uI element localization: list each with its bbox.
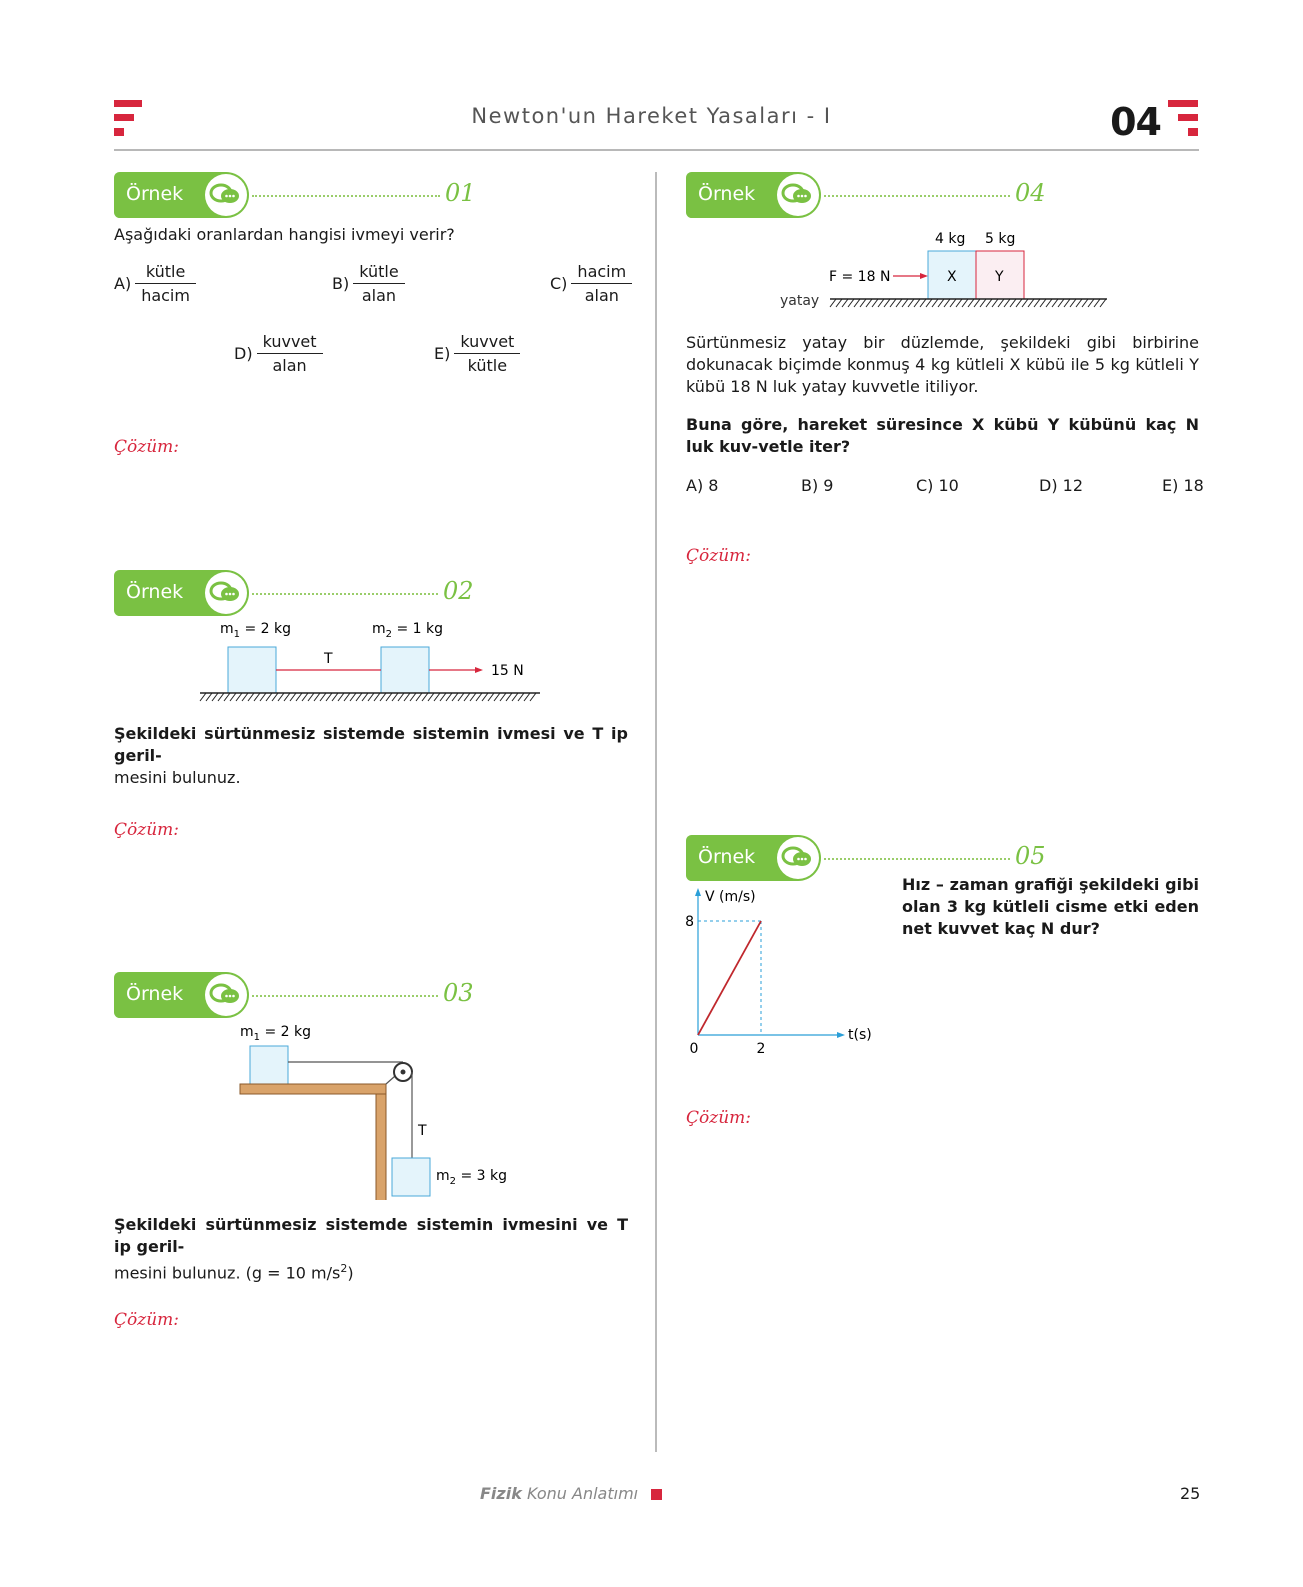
problem-text: Sürtünmesiz yatay bir düzlemde, şekildeki gibi birbirine dokunacak biçimde konmuş 4 kg kütleli X kübü ile 5 kg kütleli Y kübü 18 N luk yatay kuvvetle itiliyor. <box>686 333 1199 396</box>
chat-bubbles-icon <box>205 572 247 614</box>
block-m2 <box>392 1158 430 1196</box>
dotted-leader <box>824 195 1010 197</box>
arrow-head-icon <box>475 667 483 673</box>
y-tick-label: 8 <box>685 914 694 930</box>
dotted-leader <box>252 593 438 595</box>
badge-label: Örnek <box>698 846 756 868</box>
y-axis-label: V (m/s) <box>705 889 756 905</box>
option-d <box>234 332 323 375</box>
numerator: hacim <box>571 262 632 284</box>
option-a: A) 8 <box>686 476 719 495</box>
chat-bubbles-icon <box>205 174 247 216</box>
page-number: 25 <box>1180 1484 1201 1503</box>
brand-logo-right <box>1168 100 1198 138</box>
option-b: B) 9 <box>801 476 834 495</box>
force-label: F = 18 N <box>829 269 891 285</box>
table-top <box>240 1084 386 1094</box>
badge-label: Örnek <box>126 183 184 205</box>
chapter-number: 04 <box>1110 100 1161 144</box>
mass-y-label: 5 kg <box>985 231 1016 247</box>
force-label: 15 N <box>491 663 524 679</box>
origin-label: 0 <box>689 1041 699 1055</box>
option-label: D) <box>234 344 253 363</box>
option-label: E) <box>434 344 451 363</box>
solution-label: Çözüm: <box>114 1310 179 1330</box>
series-line <box>698 921 761 1035</box>
question-line-1: Şekildeki sürtünmesiz sistemde sistemin ivmesi ve T ip geril- <box>114 724 628 765</box>
example-badge-01 <box>114 172 249 218</box>
block-m1 <box>228 647 276 693</box>
page-title: Newton'un Hareket Yasaları - I <box>471 104 832 128</box>
option-label: A) <box>114 274 132 293</box>
example-badge-02 <box>114 570 249 616</box>
denominator: kütle <box>467 356 508 375</box>
chat-bubbles-icon <box>205 974 247 1016</box>
solution-label: Çözüm: <box>686 546 751 566</box>
tension-label: T <box>418 1123 427 1139</box>
y-axis-arrow-icon <box>695 888 701 896</box>
example-badge-03 <box>114 972 249 1018</box>
x-tick-label: 2 <box>756 1041 766 1055</box>
dotted-leader <box>252 995 438 997</box>
example-number: 05 <box>1015 842 1046 870</box>
numerator: kuvvet <box>454 332 520 354</box>
chat-bubbles-icon <box>777 174 819 216</box>
dotted-leader <box>252 195 440 197</box>
footer-title <box>480 1484 638 1503</box>
question-line-2: mesini bulunuz. <box>114 768 241 787</box>
ground-hatching <box>200 693 536 701</box>
pulley-diagram <box>230 1020 530 1200</box>
option-c <box>550 262 632 305</box>
question-text <box>114 723 628 789</box>
gravity-note: (g = 10 m/s <box>240 1263 341 1283</box>
block-m1 <box>250 1046 288 1084</box>
question-text <box>114 1214 628 1284</box>
denominator: hacim <box>141 286 190 305</box>
surface-label: yatay <box>780 293 820 309</box>
example-badge-05 <box>686 835 821 881</box>
solution-label: Çözüm: <box>686 1108 751 1128</box>
option-c: C) 10 <box>916 476 959 495</box>
arrow-head-icon <box>920 273 928 279</box>
dotted-leader <box>824 858 1010 860</box>
option-e: E) 18 <box>1162 476 1204 495</box>
example-number: 03 <box>443 979 474 1007</box>
numerator: kuvvet <box>257 332 323 354</box>
example-number: 02 <box>443 577 474 605</box>
footer-title-bold: Fizik <box>480 1484 522 1503</box>
mass-2-label: $m_2 = 3$ kg <box>436 1168 507 1187</box>
footer-title-rest: Konu Anlatımı <box>521 1484 639 1503</box>
mass-1-label: $m_1 = 2$ kg <box>220 621 291 640</box>
question-line-2: mesini bulunuz. <box>114 1263 241 1283</box>
mass-x-label: 4 kg <box>935 231 966 247</box>
question-text: Aşağıdaki oranlardan hangisi ivmeyi verir? <box>114 225 455 244</box>
chat-bubbles-icon <box>777 837 819 879</box>
x-axis-label: t(s) <box>848 1027 872 1043</box>
option-b <box>332 262 405 305</box>
badge-label: Örnek <box>126 983 184 1005</box>
question-line-1: Şekildeki sürtünmesiz sistemde sistemin ivmesini ve T ip geril- <box>114 1215 628 1256</box>
block-y-label: Y <box>995 269 1004 285</box>
ground-hatching <box>830 299 1106 307</box>
numerator: kütle <box>353 262 404 284</box>
question-text: Buna göre, hareket süresince X kübü Y kübünü kaç N luk kuv-vetle iter? <box>686 415 1199 456</box>
block-m2 <box>381 647 429 693</box>
option-d: D) 12 <box>1039 476 1084 495</box>
numerator: kütle <box>135 262 196 284</box>
example-badge-04 <box>686 172 821 218</box>
tension-label: T <box>324 651 333 667</box>
x-axis-arrow-icon <box>837 1032 845 1038</box>
table-leg <box>376 1094 386 1200</box>
pushed-blocks-diagram <box>775 225 1115 315</box>
header-divider <box>114 149 1199 151</box>
denominator: alan <box>584 286 619 305</box>
example-number: 04 <box>1015 179 1046 207</box>
footer-marker <box>651 1489 662 1500</box>
denominator: alan <box>272 356 307 375</box>
mass-1-label: $m_1 = 2$ kg <box>240 1024 311 1043</box>
option-e <box>434 332 520 375</box>
velocity-time-chart <box>680 885 880 1055</box>
example-number: 01 <box>445 179 476 207</box>
solution-label: Çözüm: <box>114 820 179 840</box>
exponent: 2 <box>340 1262 348 1275</box>
mass-2-label: $m_2 = 1$ kg <box>372 621 443 640</box>
column-divider <box>655 172 657 1452</box>
question-text: Hız – zaman grafiği şekildeki gibi olan 3 kg kütleli cisme etki eden net kuvvet kaç N dur? <box>902 875 1199 938</box>
solution-label: Çözüm: <box>114 437 179 457</box>
badge-label: Örnek <box>126 581 184 603</box>
closing-paren: ) <box>347 1263 354 1283</box>
two-block-diagram <box>195 615 555 705</box>
denominator: alan <box>361 286 397 305</box>
option-label: B) <box>332 274 350 293</box>
badge-label: Örnek <box>698 183 756 205</box>
option-a <box>114 262 196 305</box>
block-x-label: X <box>947 269 957 285</box>
option-label: C) <box>550 274 568 293</box>
